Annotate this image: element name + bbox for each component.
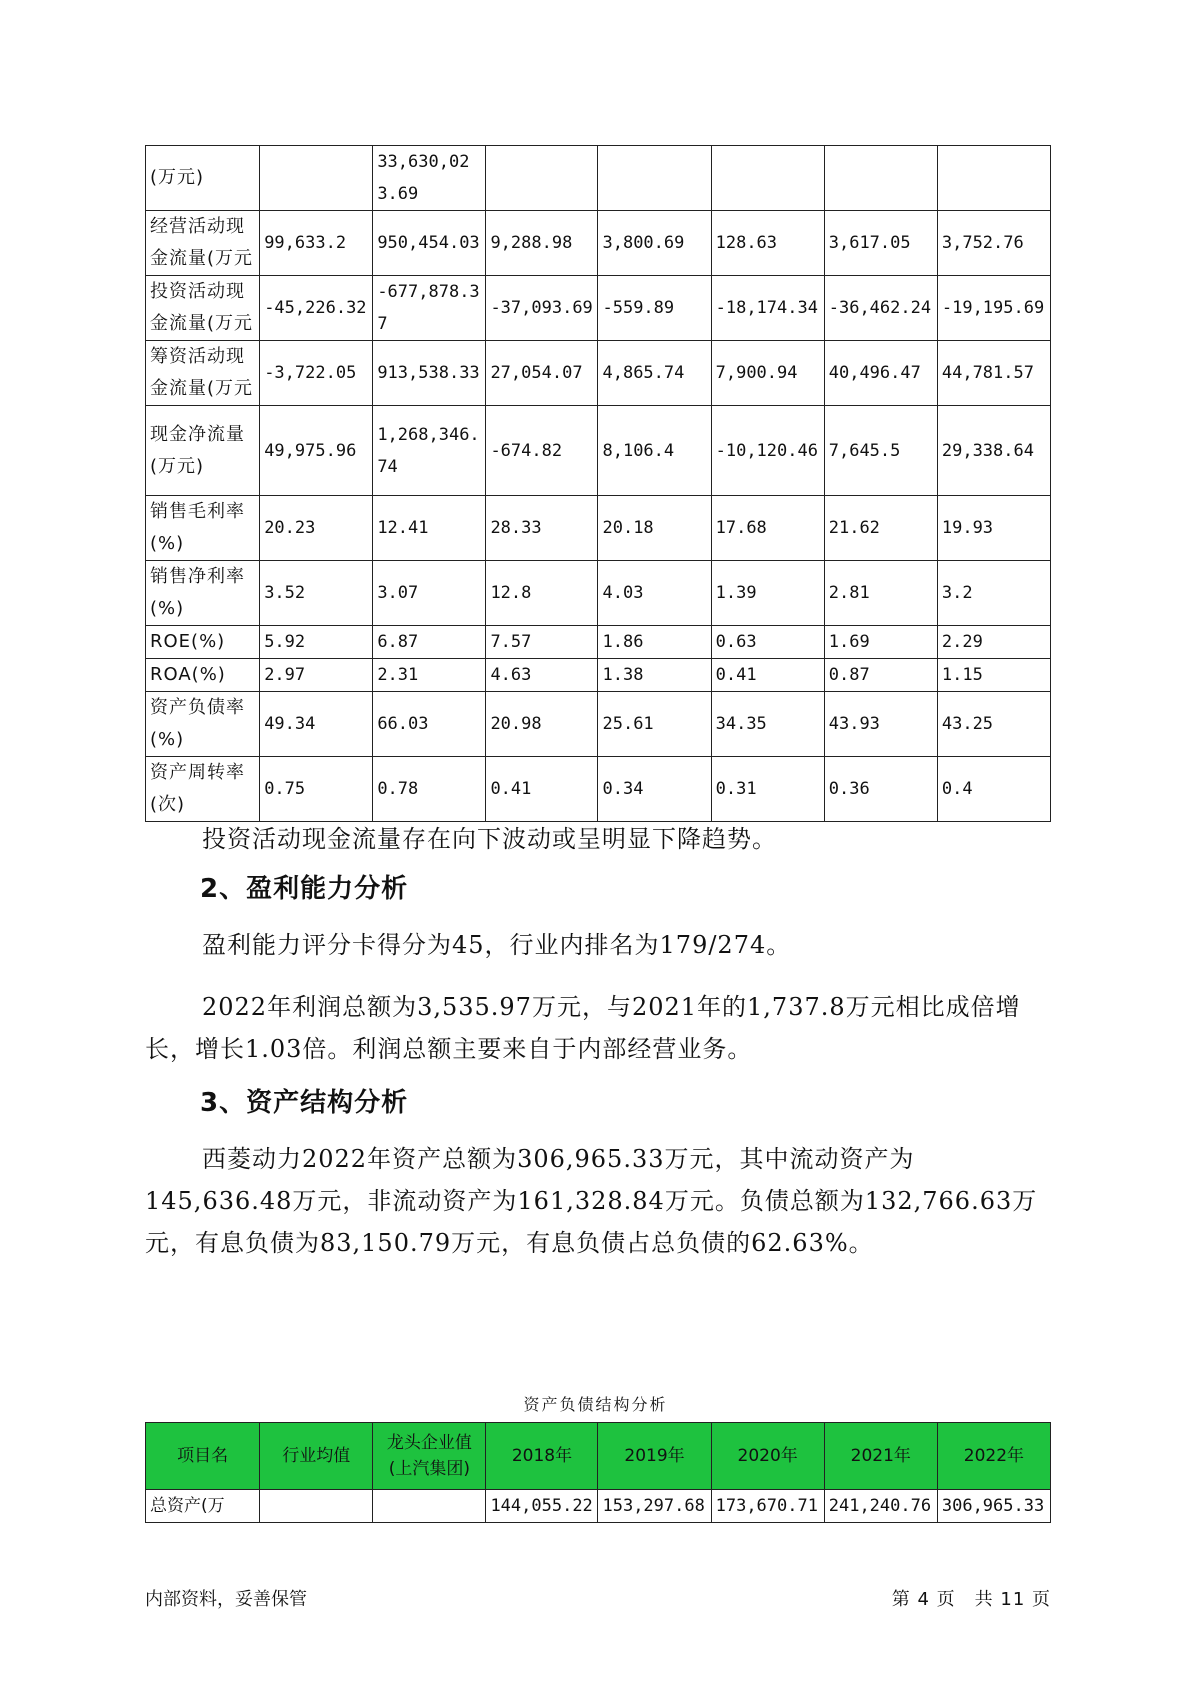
table-cell	[260, 1490, 373, 1523]
paragraph-asset-summary: 西菱动力2022年资产总额为306,965.33万元，其中流动资产为145,636.48万元，非流动资产为161,328.84万元。负债总额为132,766.63万元，有息负债为83,150.79万元，有息负债占总负债的62.63%。	[145, 1145, 1038, 1257]
column-header: 2020年	[711, 1423, 824, 1490]
table-cell: 12.8	[486, 561, 598, 626]
table-cell: 25.61	[598, 692, 711, 757]
row-label: (万元)	[146, 146, 260, 211]
table-cell: 0.87	[824, 659, 937, 692]
table-cell: 4,865.74	[598, 341, 711, 406]
table-cell: 0.41	[486, 757, 598, 822]
table-cell: 21.62	[824, 496, 937, 561]
table-cell: 40,496.47	[824, 341, 937, 406]
table-cell: 20.23	[260, 496, 373, 561]
table-cell: 2.81	[824, 561, 937, 626]
table-cell: 49,975.96	[260, 406, 373, 496]
table-cell: 4.63	[486, 659, 598, 692]
financial-table-row	[146, 341, 1051, 406]
table-cell: 3.07	[373, 561, 486, 626]
table-cell: 0.41	[711, 659, 824, 692]
financial-table-row	[146, 146, 1051, 211]
table-cell: 153,297.68	[598, 1490, 711, 1523]
table-cell: 3,752.76	[937, 211, 1050, 276]
row-label: 销售净利率(%)	[146, 561, 260, 626]
table-cell: 128.63	[711, 211, 824, 276]
column-header: 2019年	[598, 1423, 711, 1490]
column-header: 2021年	[824, 1423, 937, 1490]
table-cell: 2.97	[260, 659, 373, 692]
table-cell: 19.93	[937, 496, 1050, 561]
table-cell: 0.78	[373, 757, 486, 822]
financial-metrics-table	[145, 145, 1051, 822]
table-cell: -37,093.69	[486, 276, 598, 341]
row-label: 资产周转率(次)	[146, 757, 260, 822]
column-header: 行业均值	[260, 1423, 373, 1490]
table-cell: 99,633.2	[260, 211, 373, 276]
table-cell: 7,645.5	[824, 406, 937, 496]
table-cell: -19,195.69	[937, 276, 1050, 341]
table-cell: 8,106.4	[598, 406, 711, 496]
table-cell: 144,055.22	[486, 1490, 598, 1523]
table-row	[146, 1490, 1051, 1523]
table-cell: 4.03	[598, 561, 711, 626]
row-label: 资产负债率(%)	[146, 692, 260, 757]
table-cell: 306,965.33	[937, 1490, 1050, 1523]
table-cell: 0.36	[824, 757, 937, 822]
table-cell: -36,462.24	[824, 276, 937, 341]
table-cell: 7,900.94	[711, 341, 824, 406]
row-label: 现金净流量(万元)	[146, 406, 260, 496]
table-cell: 7.57	[486, 626, 598, 659]
table-cell: 5.92	[260, 626, 373, 659]
table-cell: 1.86	[598, 626, 711, 659]
footer-page-number: 第 4 页 共 11 页	[891, 1589, 1051, 1610]
table-cell: 3.52	[260, 561, 373, 626]
row-label: ROA(%)	[146, 659, 260, 692]
table-cell: 0.4	[937, 757, 1050, 822]
table-cell	[260, 146, 373, 211]
table-cell: 28.33	[486, 496, 598, 561]
table-cell: -559.89	[598, 276, 711, 341]
table-cell: 1,268,346.74	[373, 406, 486, 496]
paragraph-investing-trend: 投资活动现金流量存在向下波动或呈明显下降趋势。	[202, 825, 777, 853]
table-cell: 49.34	[260, 692, 373, 757]
financial-table-row	[146, 561, 1051, 626]
footer-confidential-note: 内部资料，妥善保管	[145, 1589, 307, 1610]
row-label: 投资活动现金流量(万元	[146, 276, 260, 341]
table-cell	[598, 146, 711, 211]
table-cell: 27,054.07	[486, 341, 598, 406]
row-label: 销售毛利率(%)	[146, 496, 260, 561]
table-cell: 241,240.76	[824, 1490, 937, 1523]
table-cell: -10,120.46	[711, 406, 824, 496]
table-cell: 173,670.71	[711, 1490, 824, 1523]
row-label: 经营活动现金流量(万元	[146, 211, 260, 276]
table-cell: 6.87	[373, 626, 486, 659]
table-cell	[373, 1490, 486, 1523]
table-caption: 资产负债结构分析	[523, 1395, 668, 1414]
row-label: ROE(%)	[146, 626, 260, 659]
financial-table-row	[146, 496, 1051, 561]
table-header-row	[146, 1423, 1051, 1490]
section-heading-asset-structure: 3、资产结构分析	[200, 1088, 409, 1118]
table-cell	[937, 146, 1050, 211]
table-cell: 2.29	[937, 626, 1050, 659]
table-cell: 2.31	[373, 659, 486, 692]
table-cell: 1.15	[937, 659, 1050, 692]
table-cell: 913,538.33	[373, 341, 486, 406]
financial-table-row	[146, 659, 1051, 692]
table-cell: 1.38	[598, 659, 711, 692]
table-cell: 43.25	[937, 692, 1050, 757]
table-cell: 0.34	[598, 757, 711, 822]
table-cell: 9,288.98	[486, 211, 598, 276]
table-cell: 3,617.05	[824, 211, 937, 276]
column-header: 龙头企业值(上汽集团)	[373, 1423, 486, 1490]
table-cell: 3.2	[937, 561, 1050, 626]
table-cell: 20.18	[598, 496, 711, 561]
financial-table-row	[146, 626, 1051, 659]
table-cell: 12.41	[373, 496, 486, 561]
row-label: 筹资活动现金流量(万元	[146, 341, 260, 406]
table-cell: 0.75	[260, 757, 373, 822]
table-cell: 43.93	[824, 692, 937, 757]
table-cell: -18,174.34	[711, 276, 824, 341]
financial-table-row	[146, 757, 1051, 822]
table-cell	[711, 146, 824, 211]
table-cell: 34.35	[711, 692, 824, 757]
table-cell: 1.69	[824, 626, 937, 659]
table-cell: 44,781.57	[937, 341, 1050, 406]
column-header: 项目名	[146, 1423, 260, 1490]
table-cell: 33,630,023.69	[373, 146, 486, 211]
table-cell: 0.31	[711, 757, 824, 822]
table-cell: -677,878.37	[373, 276, 486, 341]
paragraph-total-profit: 2022年利润总额为3,535.97万元，与2021年的1,737.8万元相比成倍增长，增长1.03倍。利润总额主要来自于内部经营业务。	[145, 993, 1021, 1063]
table-cell: 17.68	[711, 496, 824, 561]
financial-table-row	[146, 406, 1051, 496]
table-cell	[486, 146, 598, 211]
table-cell: 1.39	[711, 561, 824, 626]
table-cell	[824, 146, 937, 211]
table-cell: -3,722.05	[260, 341, 373, 406]
table-cell: 3,800.69	[598, 211, 711, 276]
table-cell: 0.63	[711, 626, 824, 659]
column-header: 2022年	[937, 1423, 1050, 1490]
table-cell: 950,454.03	[373, 211, 486, 276]
table-cell: -45,226.32	[260, 276, 373, 341]
row-label: 总资产(万	[146, 1490, 260, 1523]
table-cell: -674.82	[486, 406, 598, 496]
financial-table-row	[146, 211, 1051, 276]
financial-table-row	[146, 692, 1051, 757]
column-header: 2018年	[486, 1423, 598, 1490]
paragraph-profit-score: 盈利能力评分卡得分为45，行业内排名为179/274。	[202, 931, 792, 959]
balance-sheet-table	[145, 1422, 1051, 1523]
table-cell: 20.98	[486, 692, 598, 757]
table-cell: 29,338.64	[937, 406, 1050, 496]
financial-table-row	[146, 276, 1051, 341]
table-cell: 66.03	[373, 692, 486, 757]
section-heading-profitability: 2、盈利能力分析	[200, 874, 409, 904]
